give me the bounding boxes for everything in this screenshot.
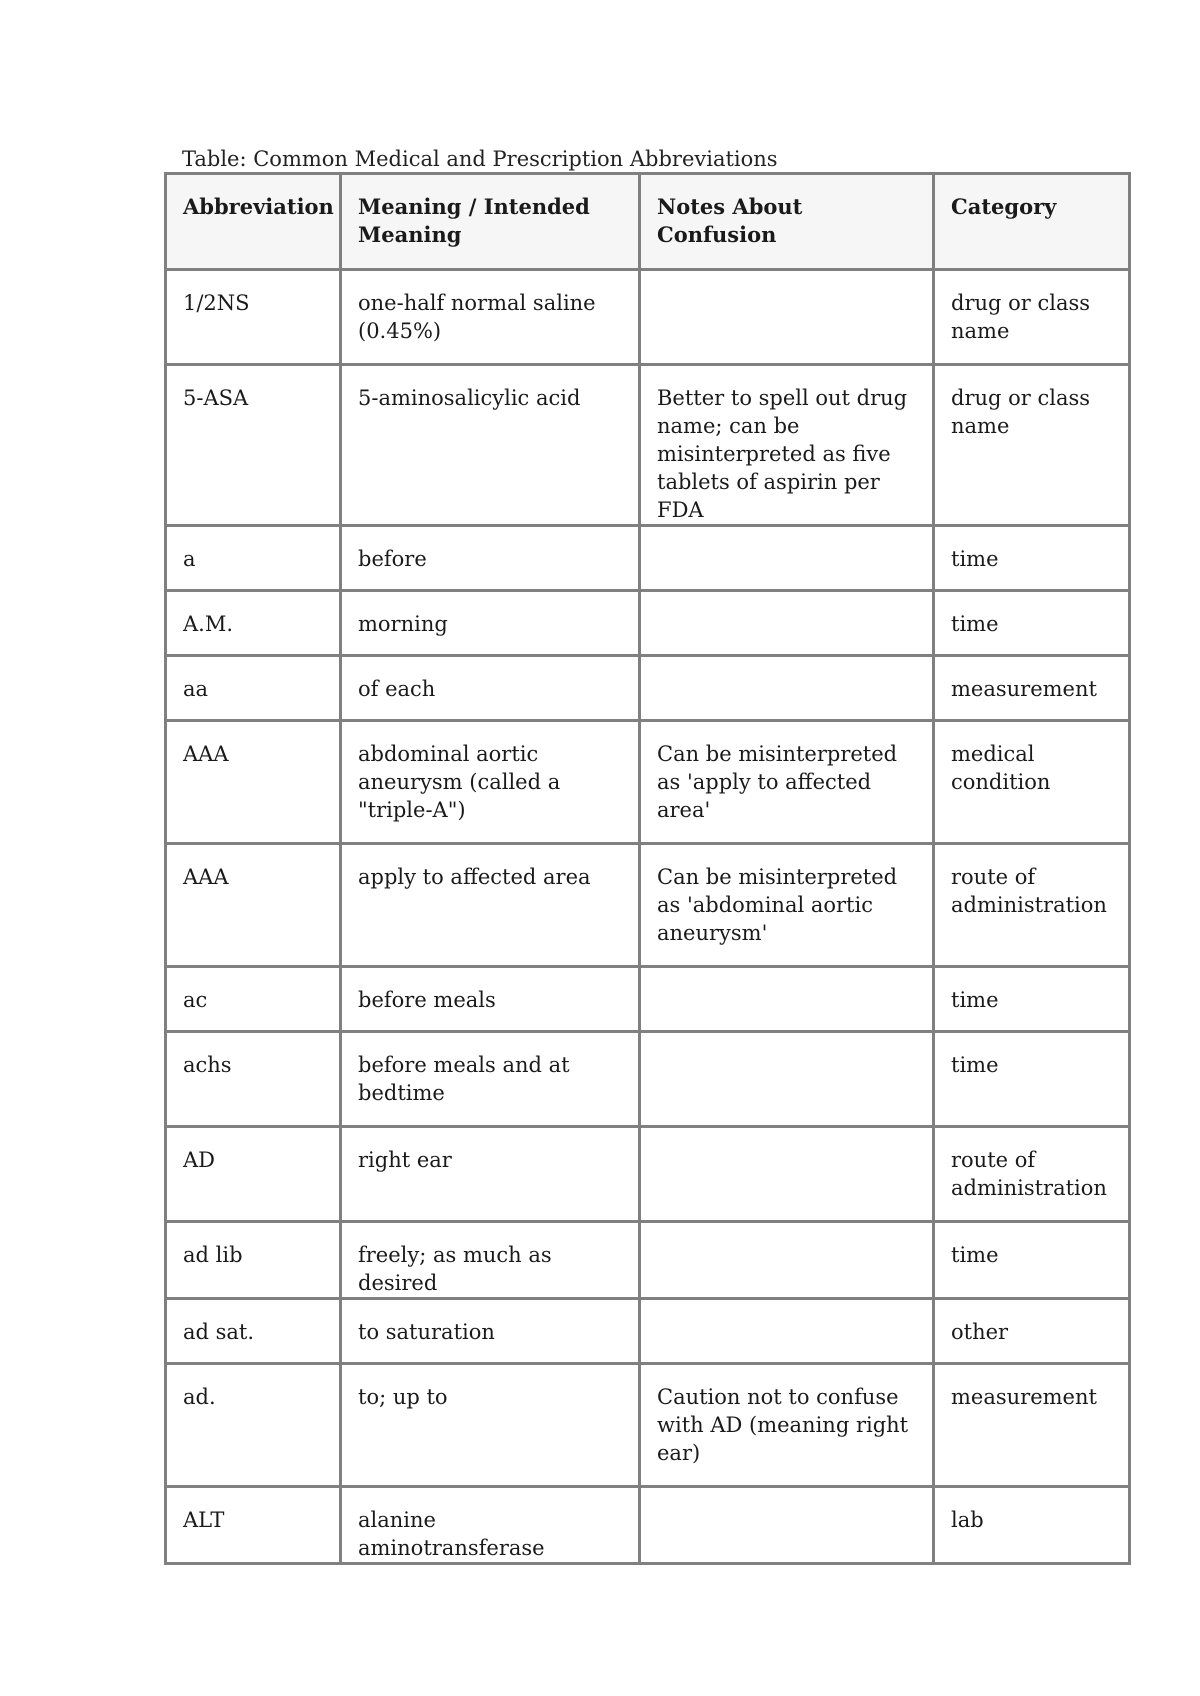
table-row	[166, 844, 1130, 967]
cell-meaning: to saturation	[341, 1299, 640, 1364]
cell-abbreviation: AD	[166, 1127, 341, 1222]
cell-notes: Caution not to confuse with AD (meaning right ear)	[640, 1364, 934, 1487]
cell-notes	[640, 1127, 934, 1222]
cell-meaning: one-half normal saline (0.45%)	[341, 270, 640, 365]
cell-meaning: freely; as much as desired	[341, 1222, 640, 1299]
cell-abbreviation: achs	[166, 1032, 341, 1127]
cell-notes	[640, 526, 934, 591]
cell-category: time	[934, 591, 1130, 656]
cell-meaning: of each	[341, 656, 640, 721]
table-row	[166, 270, 1130, 365]
cell-abbreviation: 1/2NS	[166, 270, 341, 365]
cell-meaning: 5-aminosalicylic acid	[341, 365, 640, 526]
cell-category: time	[934, 526, 1130, 591]
cell-notes	[640, 1299, 934, 1364]
cell-category: drug or class name	[934, 365, 1130, 526]
table-row	[166, 1299, 1130, 1364]
cell-abbreviation: AAA	[166, 721, 341, 844]
table-caption: Table: Common Medical and Prescription Abbreviations	[182, 147, 778, 171]
cell-notes: Can be misinterpreted as 'abdominal aortic aneurysm'	[640, 844, 934, 967]
cell-abbreviation: 5-ASA	[166, 365, 341, 526]
cell-meaning: right ear	[341, 1127, 640, 1222]
cell-category: time	[934, 1222, 1130, 1299]
cell-abbreviation: a	[166, 526, 341, 591]
cell-category: route of administration	[934, 1127, 1130, 1222]
cell-abbreviation: ac	[166, 967, 341, 1032]
table-header-row	[166, 174, 1130, 270]
table-row	[166, 656, 1130, 721]
table-row	[166, 1364, 1130, 1487]
cell-abbreviation: ad sat.	[166, 1299, 341, 1364]
cell-category: route of administration	[934, 844, 1130, 967]
abbreviations-table	[164, 172, 1131, 1565]
cell-notes: Better to spell out drug name; can be misinterpreted as five tablets of aspirin per FDA	[640, 365, 934, 526]
cell-notes	[640, 1487, 934, 1564]
cell-meaning: alanine aminotransferase	[341, 1487, 640, 1564]
cell-category: time	[934, 967, 1130, 1032]
cell-abbreviation: AAA	[166, 844, 341, 967]
cell-category: measurement	[934, 656, 1130, 721]
table-row	[166, 1222, 1130, 1299]
cell-meaning: morning	[341, 591, 640, 656]
cell-category: measurement	[934, 1364, 1130, 1487]
header-abbreviation: Abbreviation	[166, 174, 341, 270]
table-row	[166, 967, 1130, 1032]
cell-meaning: before	[341, 526, 640, 591]
cell-notes	[640, 591, 934, 656]
table-row	[166, 365, 1130, 526]
header-notes: Notes About Confusion	[640, 174, 934, 270]
cell-notes	[640, 270, 934, 365]
table-row	[166, 1127, 1130, 1222]
cell-abbreviation: aa	[166, 656, 341, 721]
cell-notes	[640, 967, 934, 1032]
header-category: Category	[934, 174, 1130, 270]
table-row	[166, 1487, 1130, 1564]
cell-category: other	[934, 1299, 1130, 1364]
cell-abbreviation: ad lib	[166, 1222, 341, 1299]
cell-meaning: to; up to	[341, 1364, 640, 1487]
header-meaning: Meaning / Intended Meaning	[341, 174, 640, 270]
cell-abbreviation: ad.	[166, 1364, 341, 1487]
cell-meaning: apply to affected area	[341, 844, 640, 967]
cell-category: drug or class name	[934, 270, 1130, 365]
cell-notes: Can be misinterpreted as 'apply to affected area'	[640, 721, 934, 844]
cell-notes	[640, 656, 934, 721]
cell-abbreviation: ALT	[166, 1487, 341, 1564]
table-row	[166, 1032, 1130, 1127]
cell-category: lab	[934, 1487, 1130, 1564]
table-row	[166, 721, 1130, 844]
cell-category: medical condition	[934, 721, 1130, 844]
cell-abbreviation: A.M.	[166, 591, 341, 656]
cell-notes	[640, 1032, 934, 1127]
table-row	[166, 526, 1130, 591]
table-row	[166, 591, 1130, 656]
cell-category: time	[934, 1032, 1130, 1127]
cell-meaning: before meals	[341, 967, 640, 1032]
cell-notes	[640, 1222, 934, 1299]
cell-meaning: abdominal aortic aneurysm (called a "triple-A")	[341, 721, 640, 844]
cell-meaning: before meals and at bedtime	[341, 1032, 640, 1127]
